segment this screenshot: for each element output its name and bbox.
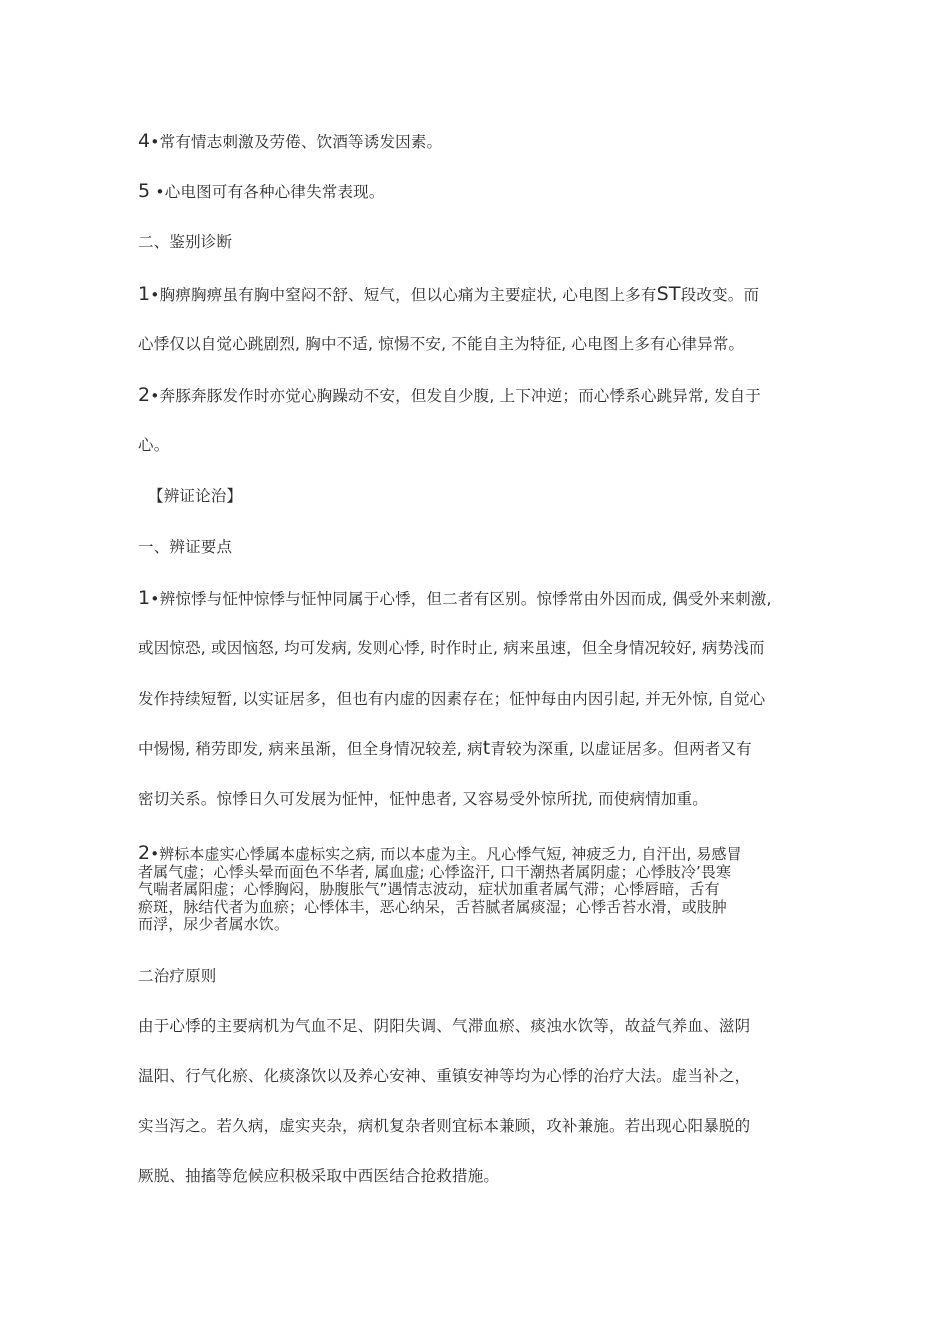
paragraph-line: 者属气虚；心悸头晕而面色不华者, 属血虚; 心悸盗汗, 口干潮热者属阴虚；心悸肢冷’畏寒 [138,862,732,881]
section-heading: 二治疗原则 [138,967,217,985]
paragraph-line: 气喘者属阳虚；心悸胸闷，胁腹胀气”遇情志波动，症状加重者属气滞；心悸唇暗，舌有 [138,880,720,898]
dense-paragraph [138,842,828,934]
paragraph-line: 心悸仅以自觉心跳剧烈, 胸中不适, 惊惕不安, 不能自主为特征, 心电图上多有心律异常。 [138,335,745,353]
section-heading: 二、鉴别诊断 [138,233,233,251]
paragraph-line: 4•常有情志刺激及劳倦、饮酒等诱发因素。 [138,130,443,152]
paragraph-line: 5 •心电图可有各种心律失常表现。 [138,180,385,202]
paragraph-line: 由于心悸的主要病机为气血不足、阴阳失调、气滞血瘀、痰浊水饮等，故益气养血、滋阴 [138,1017,751,1035]
paragraph-line: 发作持续短暂, 以实证居多，但也有内虚的因素存在；怔忡每由内因引起, 并无外惊, 自觉心 [138,690,766,708]
paragraph-line: 1•辨惊悸与怔忡惊悸与怔忡同属于心悸，但二者有区别。惊悸常由外因而成, 偶受外来刺激, [138,587,772,609]
section-heading: 【辨证论治】 [148,487,243,505]
paragraph-line: 心。 [138,436,170,454]
paragraph-line: 2•辨标本虚实心悸属本虚标实之病, 而以本虚为主。凡心悸气短, 神疲乏力, 自汗出, 易感冒 [138,842,742,864]
paragraph-line: 或因惊恐, 或因恼怒, 均可发病, 发则心悸, 时作时止, 病来虽速，但全身情况较好, 病势浅而 [138,639,765,657]
section-heading: 一、辨证要点 [138,538,233,556]
list-number: 1 [138,587,151,609]
paragraph-line: 温阳、行气化瘀、化痰涤饮以及养心安神、重镇安神等均为心悸的治疗大法。虚当补之， [138,1067,751,1085]
list-number: 1 [138,283,151,305]
paragraph-line: 而浮，尿少者属水饮。 [138,915,290,933]
paragraph-line: 厥脱、抽搐等危候应积极采取中西医结合抢救措施。 [138,1167,500,1185]
paragraph-line: 中惕惕, 稍劳即发, 病来虽渐，但全身情况较差, 病t青较为深重, 以虚证居多。但两者又有 [138,737,752,759]
list-number: 5 [138,180,151,202]
paragraph-line: 瘀斑，脉结代者为血瘀；心悸体丰，恶心纳呆，舌苔腻者属痰湿；心悸舌苔水滑，或肢肿 [138,897,727,916]
paragraph-line: 密切关系。惊悸日久可发展为怔忡，怔忡患者, 又容易受外惊所扰, 而使病情加重。 [138,790,709,808]
list-number: 4 [138,130,151,152]
list-number: 2 [138,842,151,864]
paragraph-line: 2•奔豚奔豚发作时亦觉心胸躁动不安，但发自少腹, 上下冲逆；而心悸系心跳异常, 发自于 [138,384,762,406]
list-number: 2 [138,384,151,406]
paragraph-line: 实当泻之。若久病，虚实夹杂，病机复杂者则宜标本兼顾，攻补兼施。若出现心阳暴脱的 [138,1117,751,1135]
paragraph-line: 1•胸痹胸痹虽有胸中窒闷不舒、短气，但以心痛为主要症状, 心电图上多有ST段改变。而 [138,283,760,305]
